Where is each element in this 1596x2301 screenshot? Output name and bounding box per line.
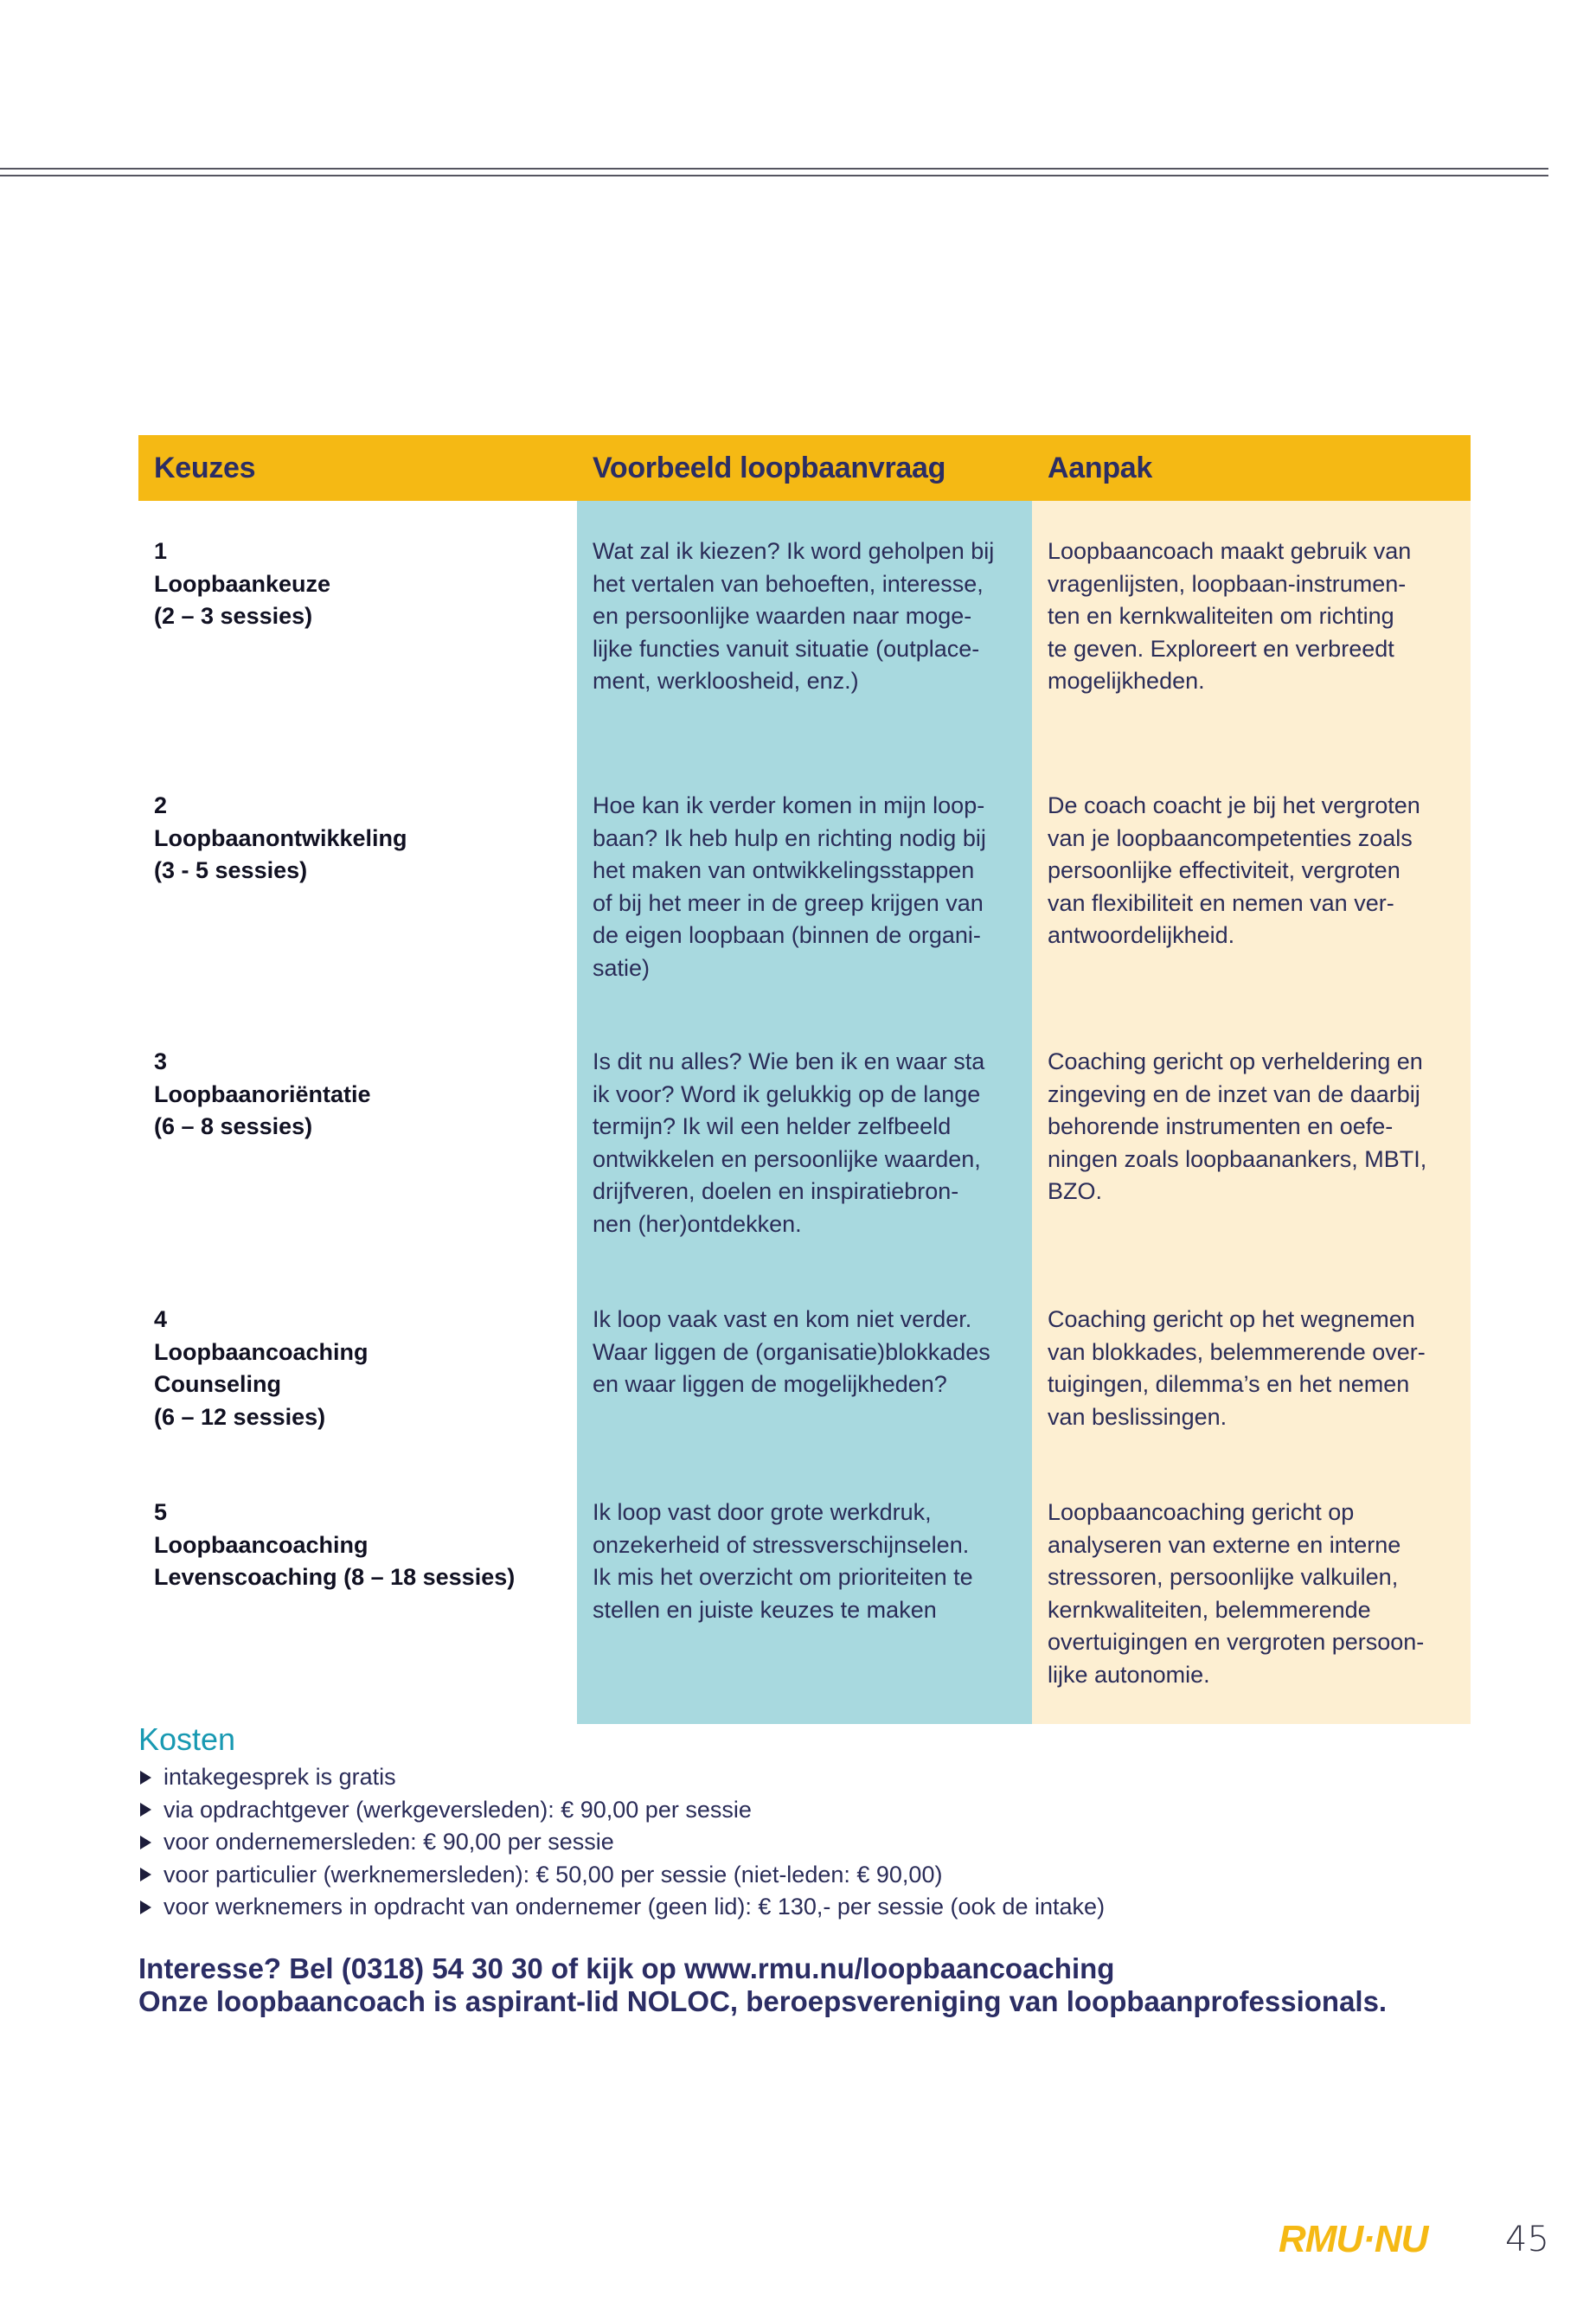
aanpak-line: ten en kernkwaliteiten om richting xyxy=(1048,603,1394,629)
vraag-line: Waar liggen de (organisatie)blokkades xyxy=(593,1338,990,1365)
vraag-line: nen (her)ontdekken. xyxy=(593,1210,802,1237)
vraag-line: of bij het meer in de greep krijgen van xyxy=(593,889,984,916)
aanpak-line: lijke autonomie. xyxy=(1048,1661,1210,1688)
rmu-nu-logo: RMU·NU xyxy=(1279,2218,1428,2260)
vraag-line: onzekerheid of stressverschijnselen. xyxy=(593,1531,970,1558)
header-voorbeeld-loopbaanvraag: Voorbeeld loopbaanvraag xyxy=(593,451,946,484)
keuze-title: Loopbaancoaching xyxy=(154,1531,369,1558)
kosten-item-text: via opdrachtgever (werkgeversleden): € 90,00 per sessie xyxy=(163,1796,752,1823)
aanpak-line: van je loopbaancompetenties zoals xyxy=(1048,824,1413,851)
aanpak-line: tuigingen, dilemma’s en het nemen xyxy=(1048,1371,1410,1397)
keuze-title: Loopbaanontwikkeling xyxy=(154,824,407,851)
page-number: 45 xyxy=(1505,2220,1549,2259)
vraag-cell-5 xyxy=(577,1465,1032,1724)
vraag-cell-3 xyxy=(577,1015,1032,1272)
aanpak-line: vragenlijsten, loopbaan-instrumen- xyxy=(1048,570,1407,597)
vraag-line: het vertalen van behoeften, interesse, xyxy=(593,570,984,597)
aanpak-line: ningen zoals loopbaanankers, MBTI, xyxy=(1048,1145,1427,1172)
aanpak-column xyxy=(1032,501,1471,1724)
aanpak-line: analyseren van externe en interne xyxy=(1048,1531,1401,1558)
keuze-cell-2 xyxy=(138,758,577,1015)
list-item xyxy=(138,1826,1436,1859)
top-rule-second xyxy=(0,175,1548,176)
vraag-line: ik voor? Word ik gelukkig op de lange xyxy=(593,1080,981,1107)
keuze-cell-3 xyxy=(138,1015,577,1272)
vraag-line: stellen en juiste keuzes te maken xyxy=(593,1596,937,1623)
keuze-number: 1 xyxy=(154,538,168,564)
table-body xyxy=(138,501,1471,1724)
vraag-line: Ik mis het overzicht om prioriteiten te xyxy=(593,1564,973,1590)
vraag-cell-2 xyxy=(577,758,1032,1015)
aanpak-line: Loopbaancoaching gericht op xyxy=(1048,1499,1355,1525)
aanpak-cell-1 xyxy=(1032,501,1471,758)
vraag-line: satie) xyxy=(593,954,651,981)
keuze-sessions: (6 – 12 sessies) xyxy=(154,1403,326,1430)
kosten-title: Kosten xyxy=(138,1721,236,1757)
aanpak-line: stressoren, persoonlijke valkuilen, xyxy=(1048,1564,1399,1590)
vraag-column xyxy=(577,501,1032,1724)
keuze-number: 4 xyxy=(154,1306,168,1332)
vraag-line: ment, werkloosheid, enz.) xyxy=(593,668,859,694)
keuze-number: 2 xyxy=(154,792,168,818)
keuze-title: Loopbaanoriëntatie xyxy=(154,1080,371,1107)
keuze-sessions: (3 - 5 sessies) xyxy=(154,857,308,883)
header-aanpak: Aanpak xyxy=(1048,451,1153,484)
kosten-list xyxy=(138,1761,1436,1924)
vraag-line: lijke functies vanuit situatie (outplace- xyxy=(593,635,980,662)
contact-line-interesse: Interesse? Bel (0318) 54 30 30 of kijk op www.rmu.nu/loopbaancoaching xyxy=(138,1952,1115,1984)
keuze-sessions: Levenscoaching (8 – 18 sessies) xyxy=(154,1564,516,1590)
aanpak-line: kernkwaliteiten, belemmerende xyxy=(1048,1596,1371,1623)
keuze-sessions: (6 – 8 sessies) xyxy=(154,1113,313,1139)
aanpak-line: De coach coacht je bij het vergroten xyxy=(1048,792,1420,818)
kosten-item-text: voor werknemers in opdracht van ondernemer (geen lid): € 130,- per sessie (ook de intake) xyxy=(163,1894,1106,1920)
vraag-line: Ik loop vast door grote werkdruk, xyxy=(593,1499,932,1525)
keuze-title: Loopbaankeuze xyxy=(154,570,331,597)
kosten-section xyxy=(138,1721,1436,1924)
table-header xyxy=(138,435,1471,501)
aanpak-line: BZO. xyxy=(1048,1178,1103,1204)
vraag-line: Wat zal ik kiezen? Ik word geholpen bij xyxy=(593,538,995,564)
triangle-bullet-icon xyxy=(140,1771,151,1785)
aanpak-cell-5 xyxy=(1032,1465,1471,1724)
top-rule xyxy=(0,168,1548,170)
vraag-line: de eigen loopbaan (binnen de organi- xyxy=(593,922,981,948)
vraag-line: en persoonlijke waarden naar moge- xyxy=(593,603,972,629)
aanpak-line: zingeving en de inzet van de daarbij xyxy=(1048,1080,1420,1107)
triangle-bullet-icon xyxy=(140,1803,151,1817)
keuze-cell-1 xyxy=(138,501,577,758)
kosten-item-text: voor ondernemersleden: € 90,00 per sessie xyxy=(163,1829,614,1855)
kosten-item-text: intakegesprek is gratis xyxy=(163,1764,396,1790)
aanpak-line: Coaching gericht op het wegnemen xyxy=(1048,1306,1415,1332)
vraag-line: het maken van ontwikkelingsstappen xyxy=(593,857,975,883)
vraag-line: en waar liggen de mogelijkheden? xyxy=(593,1371,947,1397)
keuze-cell-4 xyxy=(138,1272,577,1465)
keuze-number: 5 xyxy=(154,1499,168,1525)
list-item xyxy=(138,1891,1436,1924)
aanpak-line: van beslissingen. xyxy=(1048,1403,1227,1430)
list-item xyxy=(138,1794,1436,1827)
aanpak-line: overtuigingen en vergroten persoon- xyxy=(1048,1629,1425,1655)
keuze-cell-5 xyxy=(138,1465,577,1724)
vraag-line: drijfveren, doelen en inspiratiebron- xyxy=(593,1178,959,1204)
keuze-subtitle: Counseling xyxy=(154,1371,281,1397)
aanpak-cell-4 xyxy=(1032,1272,1471,1465)
vraag-cell-4 xyxy=(577,1272,1032,1465)
triangle-bullet-icon xyxy=(140,1836,151,1849)
list-item xyxy=(138,1859,1436,1892)
triangle-bullet-icon xyxy=(140,1868,151,1881)
contact-block xyxy=(138,1952,1522,2018)
kosten-item-text: voor particulier (werknemersleden): € 50,00 per sessie (niet-leden: € 90,00) xyxy=(163,1861,943,1888)
vraag-line: termijn? Ik wil een helder zelfbeeld xyxy=(593,1113,952,1139)
aanpak-line: persoonlijke effectiviteit, vergroten xyxy=(1048,857,1401,883)
keuze-title: Loopbaancoaching xyxy=(154,1338,369,1365)
vraag-line: ontwikkelen en persoonlijke waarden, xyxy=(593,1145,981,1172)
aanpak-line: antwoordelijkheid. xyxy=(1048,922,1235,948)
keuzes-column xyxy=(138,501,577,1724)
aanpak-cell-3 xyxy=(1032,1015,1471,1272)
aanpak-cell-2 xyxy=(1032,758,1471,1015)
vraag-cell-1 xyxy=(577,501,1032,758)
contact-line-noloc: Onze loopbaancoach is aspirant-lid NOLOC, beroepsvereniging van loopbaanprofessionals. xyxy=(138,1985,1388,2017)
aanpak-line: Coaching gericht op verheldering en xyxy=(1048,1048,1423,1074)
triangle-bullet-icon xyxy=(140,1900,151,1914)
keuze-number: 3 xyxy=(154,1048,168,1074)
aanpak-line: behorende instrumenten en oefe- xyxy=(1048,1113,1394,1139)
keuze-sessions: (2 – 3 sessies) xyxy=(154,603,313,629)
aanpak-line: van blokkades, belemmerende over- xyxy=(1048,1338,1426,1365)
vraag-line: Is dit nu alles? Wie ben ik en waar sta xyxy=(593,1048,985,1074)
header-keuzes: Keuzes xyxy=(154,451,256,484)
aanpak-line: te geven. Exploreert en verbreedt xyxy=(1048,635,1394,662)
aanpak-line: mogelijkheden. xyxy=(1048,668,1205,694)
coaching-table xyxy=(138,435,1471,1724)
list-item xyxy=(138,1761,1436,1794)
aanpak-line: Loopbaancoach maakt gebruik van xyxy=(1048,538,1412,564)
vraag-line: Ik loop vaak vast en kom niet verder. xyxy=(593,1306,972,1332)
vraag-line: Hoe kan ik verder komen in mijn loop- xyxy=(593,792,985,818)
aanpak-line: van flexibiliteit en nemen van ver- xyxy=(1048,889,1394,916)
vraag-line: baan? Ik heb hulp en richting nodig bij xyxy=(593,824,986,851)
